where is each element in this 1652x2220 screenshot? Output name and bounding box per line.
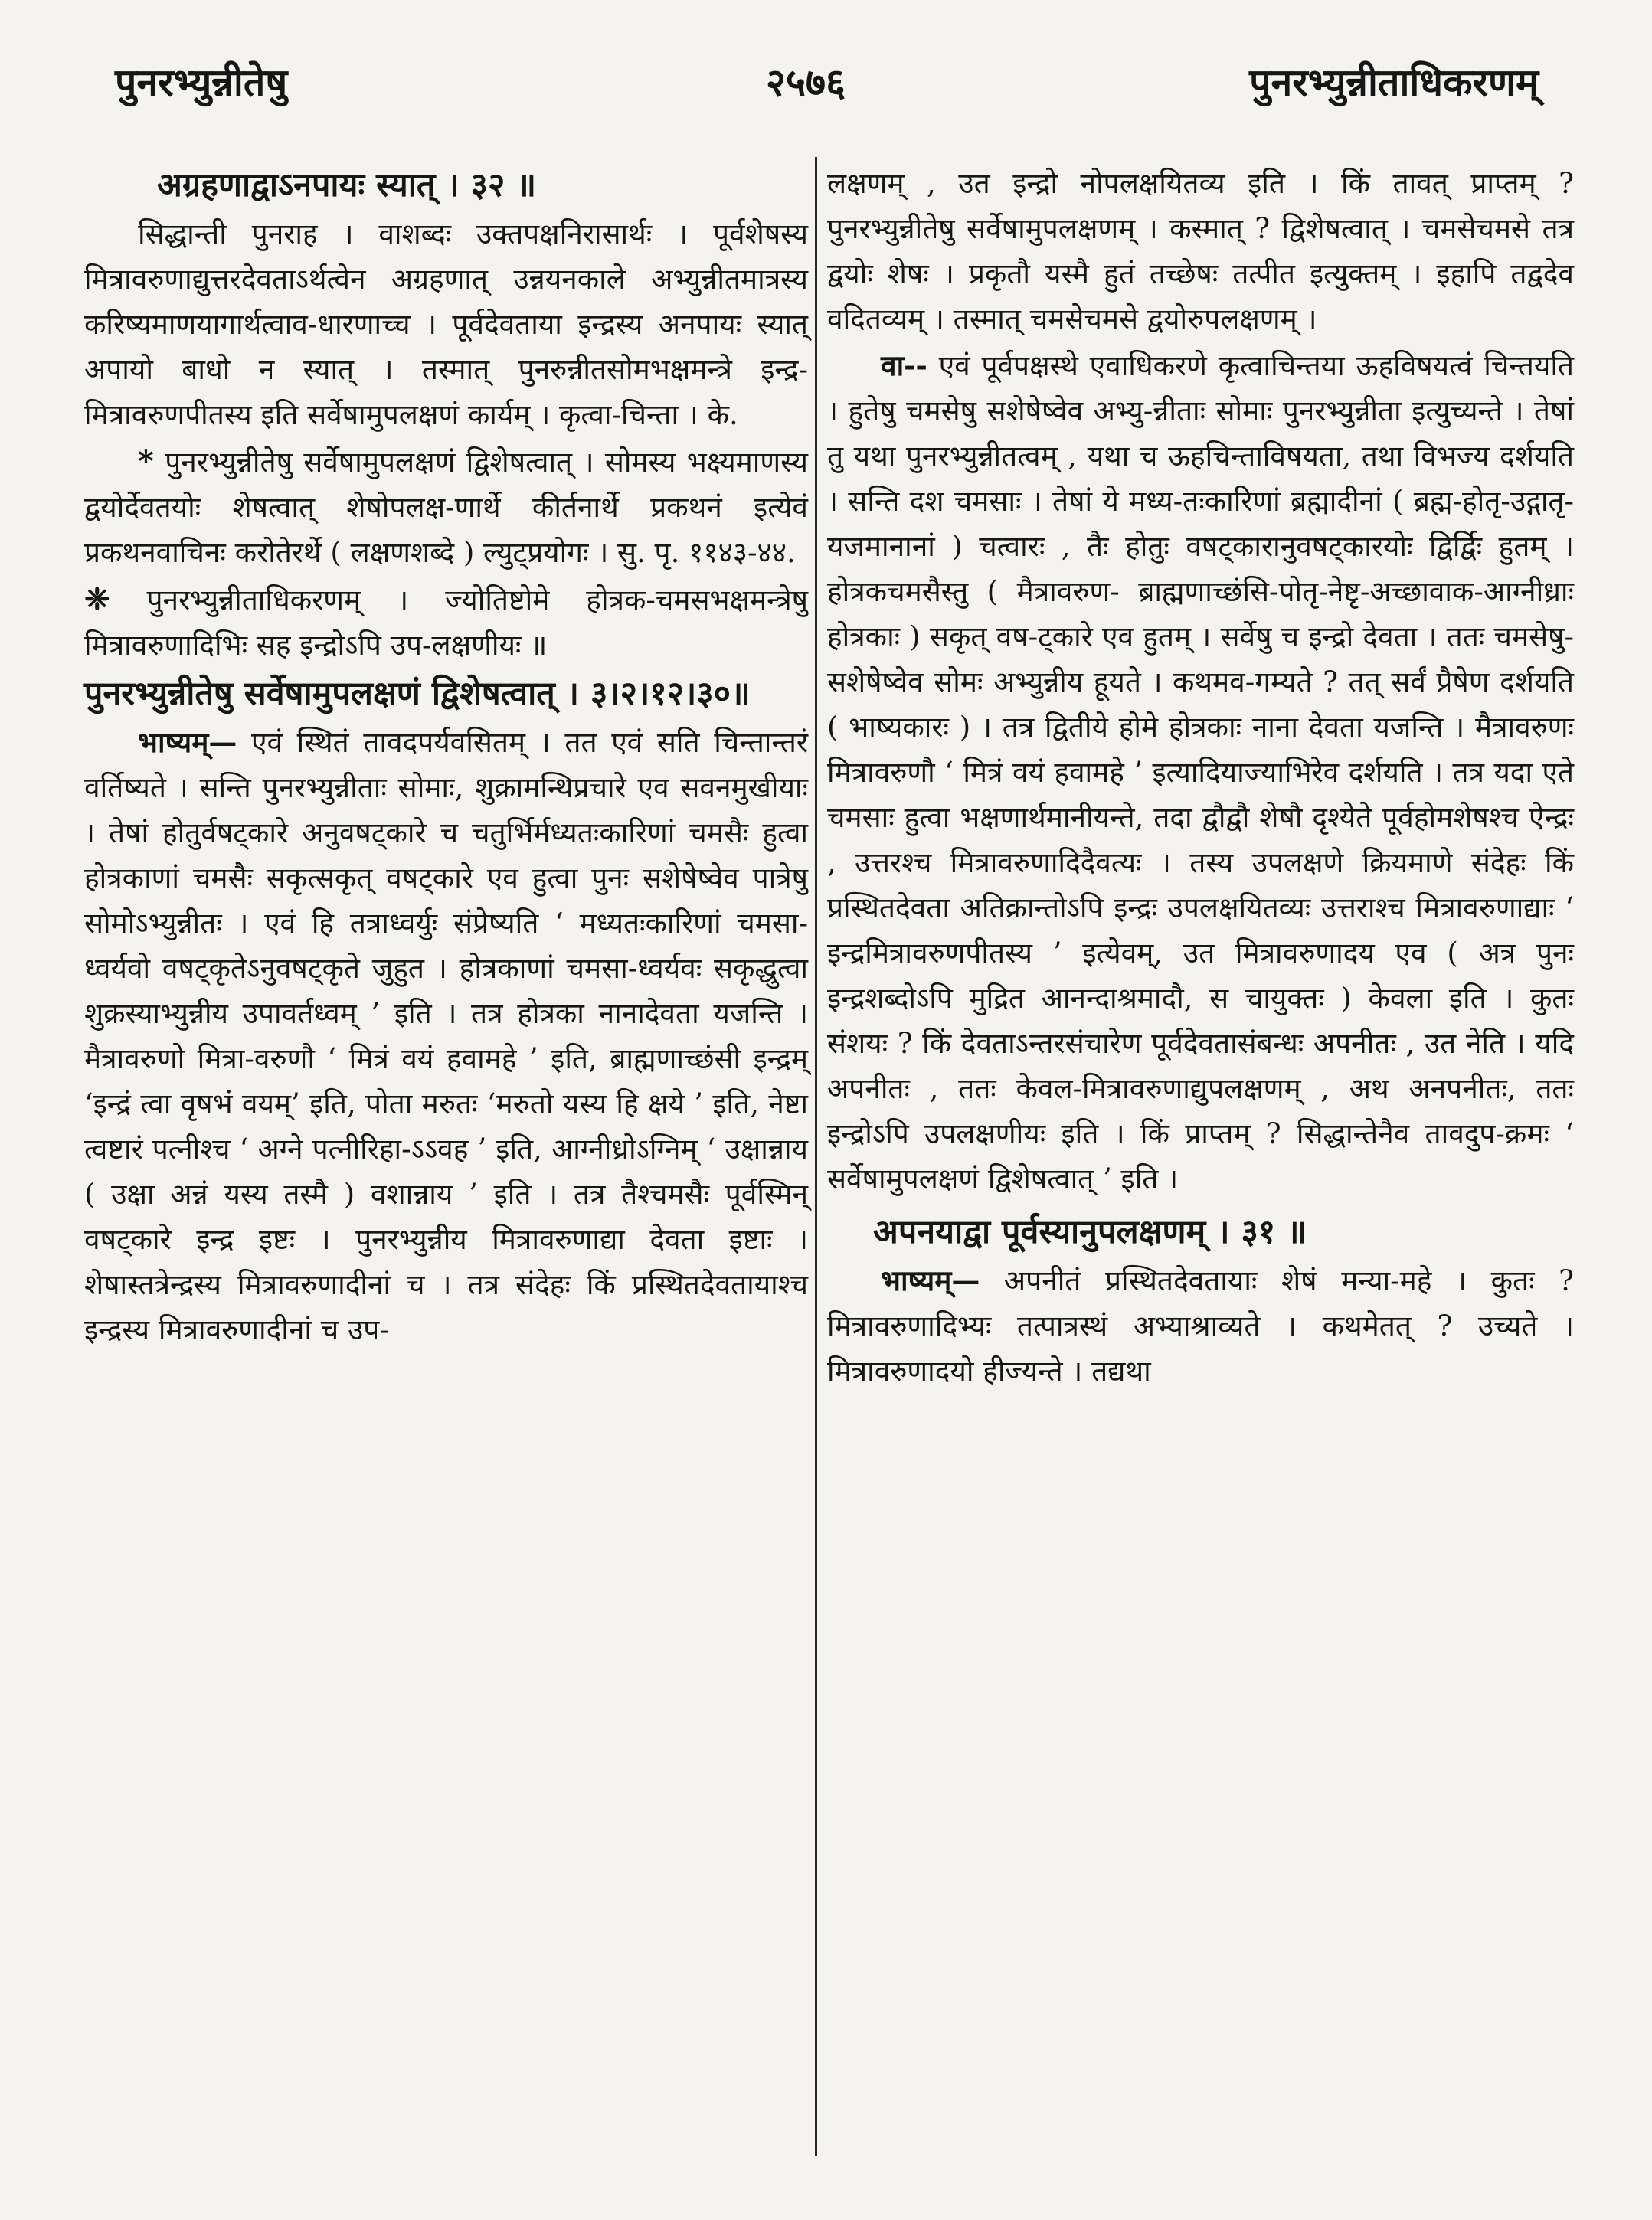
bhashya-paragraph <box>84 720 808 1352</box>
sutra-heading-31: अपनयाद्वा पूर्वस्यानुपलक्षणम् । ३१ ॥ <box>873 1213 1307 1251</box>
vartika-text: एवं पूर्वपक्षस्थे एवाधिकरणे कृत्वाचिन्तया ऊहविषयत्वं चिन्तयति । हुतेषु चमसेषु सशेषेष्वेव अभ्यु-न्नीताः सोमाः पुनरभ्युन्नीता इत्युच्यन्ते । तेषां तु यथा पुनरभ्युन्नीतत्वम् , यथा च ऊहचिन्ताविषयता, तथा विभज्य दर्शयति । सन्ति दश चमसाः । तेषां ये मध्य-तःकारिणां ब्रह्मादीनां ( ब्रह्म-होतृ-उद्गातृ-यजमानानां ) चत्वारः , तैः होतुः वषट्कारानुवषट्कारयोः द्विर्द्विः हुतम् । होत्रकचमसैस्तु ( मैत्रावरुण- ब्राह्मणाच्छंसि-पोतृ-नेष्टृ-अच्छावाक-आग्नीध्राः होत्रकाः ) सकृत् वष-ट्कारे एव हुतम् । सर्वेषु च इन्द्रो देवता । ततः चमसेषु-सशेषेष्वेव सोमः अभ्युन्नीय हूयते । कथमव-गम्यते ? तत् सर्वं प्रैषेण दर्शयति ( भाष्यकारः ) । तत्र द्वितीये होमे होत्रकाः नाना देवता यजन्ति । मैत्रावरुणः मित्रावरुणौ ‘ मित्रं वयं हवामहे ’ इत्यादियाज्याभिरेव दर्शयति । तत्र यदा एते चमसाः हुत्वा भक्षणार्थमानीयन्ते, तदा द्वौद्वौ शेषौ दृश्येते पूर्वहोमशेषश्च ऐन्द्रः , उत्तरश्च मित्रावरुणादिदैवत्यः । तस्य उपलक्षणे क्रियमाणे संदेहः किं प्रस्थितदेवता अतिक्रान्तोऽपि इन्द्रः उपलक्षयितव्यः उत्तराश्च मित्रावरुणाद्याः ‘ इन्द्रमित्रावरुणपीतस्य ’ इत्येवम्, उत मित्रावरुणादय एव ( अत्र पुनः इन्द्रशब्दोऽपि मुद्रित आनन्दाश्रमादौ, स चायुक्तः ) केवला इति । कुतः संशयः ? किं देवताऽन्तरसंचारेण पूर्वदेवतासंबन्धः अपनीतः , उत नेति । यदि अपनीतः , ततः केवल-मित्रावरुणाद्युपलक्षणम् , अथ अनपनीतः, ततः इन्द्रोऽपि उपलक्षणीयः इति । किं प्राप्तम् ? सिद्धान्तेनैव तावदुप-क्रमः ‘ सर्वेषामुपलक्षणं द्विशेषत्वात् ’ इति । <box>827 349 1574 1195</box>
bhashya-label: भाष्यम्— <box>138 725 237 759</box>
bhashya-label-right: भाष्यम्— <box>881 1264 980 1297</box>
commentary-paragraph: सिद्धान्ती पुनराह । वाशब्दः उक्तपक्षनिरासार्थः । पूर्वशेषस्य मित्रावरुणाद्युत्तरदेवताऽर्थत्वेन अग्रहणात् उन्नयनकाले अभ्युन्नीतमात्रस्य करिष्यमाणयागार्थत्वाव-धारणाच्च । पूर्वदेवताया इन्द्रस्य अनपायः स्यात् अपायो बाधो न स्यात् । तस्मात् पुनरुन्नीतसोमभक्षमन्त्रे इन्द्र-मित्रावरुणपीतस्य इति सर्वेषामुपलक्षणं कार्यम् । कृत्वा-चिन्ता । के. <box>84 217 808 431</box>
ornament-mark: ❈ <box>84 581 110 617</box>
bhashya-text: एवं स्थितं तावदपर्यवसितम् । तत एवं सति चिन्तान्तरं वर्तिष्यते । सन्ति पुनरभ्युन्नीताः सोमाः, शुक्रामन्थिप्रचारे एव सवनमुखीयाः । तेषां होतुर्वषट्कारे अनुवषट्कारे च चतुर्भिर्मध्यतःकारिणां चमसैः हुत्वा होत्रकाणां चमसैः सकृत्सकृत् वषट्कारे एव हुत्वा पुनः सशेषेष्वेव पात्रेषु सोमोऽभ्युन्नीतः । एवं हि तत्राध्वर्युः संप्रेष्यति ‘ मध्यतःकारिणां चमसा-ध्वर्यवो वषट्कृतेऽनुवषट्कृते जुहुत । होत्रकाणां चमसा-ध्वर्यवः सकृद्धुत्वा शुक्रस्याभ्युन्नीय उपावर्तध्वम् ’ इति । तत्र होत्रका नानादेवता यजन्ति । मैत्रावरुणो मित्रा-वरुणौ ‘ मित्रं वयं हवामहे ’ इति, ब्राह्मणाच्छंसी इन्द्रम् ‘इन्द्रं त्वा वृषभं वयम्’ इति, पोता मरुतः ‘मरुतो यस्य हि क्षये ’ इति, नेष्टा त्वष्टारं पत्नीश्च ‘ अग्ने पत्नीरिहा-ऽऽवह ’ इति, आग्नीध्रोऽग्निम् ‘ उक्षान्नाय ( उक्षा अन्नं यस्य तस्मै ) वशान्नाय ’ इति । तत्र तैश्चमसैः पूर्वस्मिन् वषट्कारे इन्द्र इष्टः । पुनरभ्युन्नीय मित्रावरुणाद्या देवता इष्टाः । शेषास्तत्रेन्द्रस्य मित्रावरुणादीनां च । तत्र संदेहः किं प्रस्थितदेवतायाश्च इन्द्रस्य मित्रावरुणादीनां च उप- <box>84 726 808 1346</box>
footnote-paragraph <box>84 439 808 575</box>
bhashya-paragraph-right <box>827 1258 1574 1394</box>
vartika-paragraph <box>827 343 1574 1202</box>
column-divider <box>815 157 817 2156</box>
left-column <box>84 161 808 1354</box>
running-head-left: पुनरभ्युन्नीतेषु <box>115 60 288 105</box>
bhashya-text-right: अपनीतं प्रस्थितदेवतायाः शेषं मन्या-महे । कुतः ? मित्रावरुणादिभ्यः तत्पात्रस्थं अभ्याश्राव्यते । कथमेतत् ? उच्यते । मित्रावरुणादयो हीज्यन्ते । तद्यथा <box>827 1264 1574 1388</box>
sutra-heading-32: अग्रहणाद्वाऽनपायः स्यात् । ३२ ॥ <box>157 166 537 204</box>
vartika-label: वा-- <box>881 348 927 382</box>
adhikarana-text: पुनरभ्युन्नीताधिकरणम् । ज्योतिष्टोमे होत्रक-चमसभक्षमन्त्रेषु मित्रावरुणादिभिः सह इन्द्रोऽपि उप-लक्षणीयः ॥ <box>84 584 808 662</box>
sutra-heading-30: पुनरभ्युन्नीतेषु सर्वेषामुपलक्षणं द्विशेषत्वात् । ३।२।१२।३०॥ <box>84 675 751 713</box>
page-number: २५७६ <box>766 60 846 105</box>
right-column <box>827 161 1574 1395</box>
continuation-paragraph: लक्षणम् , उत इन्द्रो नोपलक्षयितव्य इति । किं तावत् प्राप्तम् ? पुनरभ्युन्नीतेषु सर्वेषामुपलक्षणम् । कस्मात् ? द्विशेषत्वात् । चमसेचमसे तत्र द्वयोः शेषः । प्रकृतौ यस्मै हुतं तच्छेषः तत्पीत इत्युक्तम् । इहापि तद्वदेव वदितव्यम् । तस्मात् चमसेचमसे द्वयोरुपलक्षणम् । <box>827 167 1574 335</box>
adhikarana-summary <box>84 577 808 668</box>
asterisk-mark: * <box>138 443 154 479</box>
running-head-right: पुनरभ्युन्नीताधिकरणम् <box>1249 60 1539 105</box>
footnote-text: पुनरभ्युन्नीतेषु सर्वेषामुपलक्षणं द्विशेषत्वात् । सोमस्य भक्ष्यमाणस्य द्वयोर्देवतयोः शेषत्वात् शेषोपलक्ष-णार्थे कीर्तनार्थे प्रकथनं इत्येवं प्रकथनवाचिनः करोतेरर्थे ( लक्षणशब्दे ) ल्युट्प्रयोगः । सु. पृ. ११४३-४४. <box>84 446 808 569</box>
